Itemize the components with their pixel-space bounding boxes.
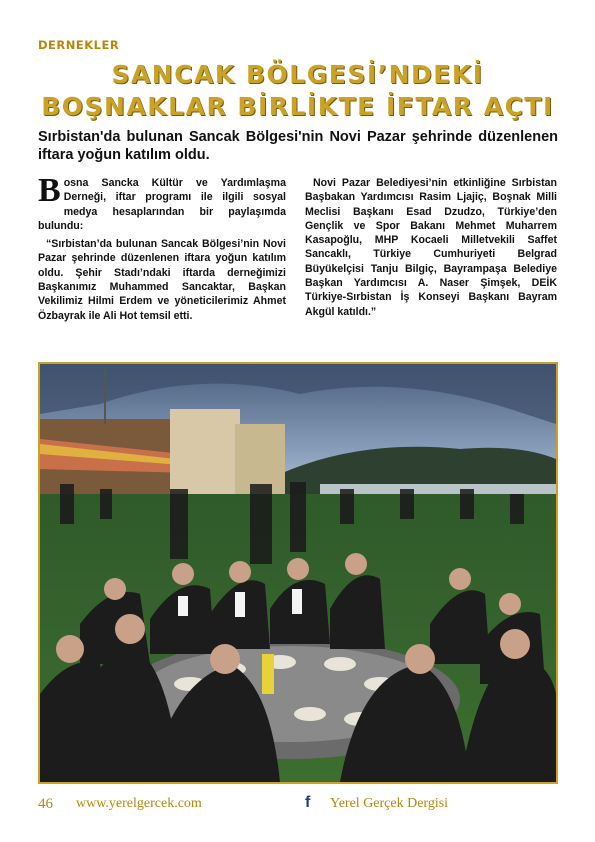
drop-cap: B: [38, 172, 61, 209]
article-title-line-1: SANCAK BÖLGESİ’NDEKİ: [111, 60, 484, 89]
quote-paragraph: “Sırbistan’da bulunan Sancak Bölgesi’nin Novi Pazar şehrinde düzenlenen iftara yoğun katılım oldu. Şehir Stadı’ndaki iftarda derneğimizi Başkanımız Muhammed Sancaktar, Başkan Vekilimiz Hilmi Erdem ve yöneticilerimiz Ahmet Özbayrak ile Ali Hot temsil etti.: [38, 238, 286, 322]
iftar-photo-illustration: [40, 364, 556, 782]
event-photo: [38, 362, 558, 784]
section-label: DERNEKLER: [38, 38, 120, 52]
website-link[interactable]: www.yerelgercek.com: [76, 796, 202, 811]
article-lead: Sırbistan'da bulunan Sancak Bölgesi'nin Novi Pazar şehrinde düzenlenen iftara yoğun katılım oldu.: [38, 129, 558, 163]
article-column-left: [38, 172, 286, 327]
magazine-name: Yerel Gerçek Dergisi: [330, 796, 449, 811]
paragraph: Novi Pazar Belediyesi’nin etkinliğine Sırbistan Başbakan Yardımcısı Rasim Ljajiç, Boşnak Milli Meclisi Başkanı Esad Dzudzo, Türkiye’den Gençlik ve Spor Bakanı Mehmet Muharrem Kasapoğlu, MHP Kocaeli Milletvekili Saffet Sancaklı, Türkiye Cumhuriyeti Belgrad Büyükelçisi Tanju Bilgiç, Bayrampaşa Belediye Başkan Yardımcısı A. Naser Şimşek, DEİK Türkiye-Sırbistan İş Konseyi Başkanı Bayram Akgül katıldı.”: [305, 177, 557, 318]
page-number: 46: [38, 796, 53, 812]
paragraph: [38, 172, 286, 233]
article-column-right: [305, 176, 557, 323]
paragraph-text: osna Sancka Kültür ve Yardımlaşma Derneği, iftar programı ile ilgili sosyal medya hesaplarından bir paylaşımda bulundu:: [38, 177, 286, 232]
article-title-line-2: BOŞNAKLAR BİRLİKTE İFTAR AÇTI: [41, 92, 554, 121]
facebook-icon[interactable]: f: [305, 794, 311, 811]
